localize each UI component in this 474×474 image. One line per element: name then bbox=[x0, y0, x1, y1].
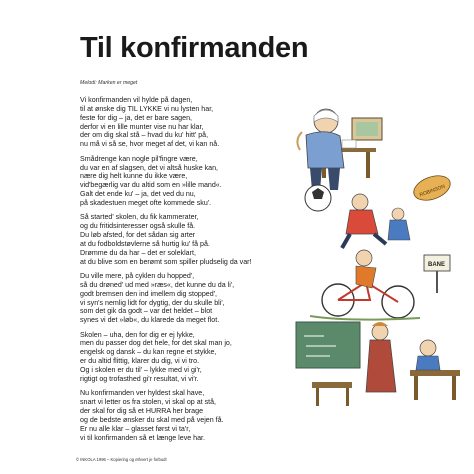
poem-line: Du ville mere, på cyklen du hopped', bbox=[80, 271, 195, 280]
poem-line: og du fritidsinteresser også skulle få. bbox=[80, 222, 196, 231]
poem-line: synes vi det »løb«, du klarede da meget flot. bbox=[80, 316, 220, 325]
poem-line: nære dig helt kunne du ikke være, bbox=[80, 172, 188, 181]
poem-line: vid'begærlig var du altid som en »lille mand«. bbox=[80, 181, 222, 190]
poem-line: Er nu alle klar – glasset først vi ta'r, bbox=[80, 424, 191, 433]
classroom-illustration bbox=[296, 322, 460, 406]
poem-line: du var en af slagsen, det vi altså huske kan, bbox=[80, 163, 219, 172]
poem-line: men du passer dog det hele, for det skal man jo, bbox=[80, 339, 232, 348]
poem-line: rigtigt og trofasthed gi'r resultat, vi vi'r. bbox=[80, 374, 199, 383]
poem-line: der skal for dig så et HURRA her brage bbox=[80, 406, 204, 415]
poem-line: på skadestuen meget ofte kommede sku'. bbox=[80, 198, 212, 207]
poem-line: Skolen – uha, den for dig er ej lykke, bbox=[80, 330, 195, 339]
poem-line: Du løb afsted, for det sådan sig arter bbox=[80, 231, 196, 239]
bicycle-illustration bbox=[310, 250, 450, 320]
poem-line: vi syn's nemlig lidt for dygtig, der du skulle bli', bbox=[80, 298, 225, 307]
poem-line: Drømme du da har – det er soleklart, bbox=[80, 248, 196, 257]
football-illustration bbox=[305, 171, 454, 248]
poem-line: og de bedste ønsker du skal med på vejen få. bbox=[80, 415, 224, 424]
page-title: Til konfirmanden bbox=[80, 32, 309, 64]
poem-line: engelsk og dansk – du kan regne et stykke, bbox=[80, 348, 217, 357]
poem-line: feste for dig – ja, det er bare sagen, bbox=[80, 113, 192, 122]
poem-line: Nu konfirmanden ver hyldest skal have, bbox=[80, 389, 205, 398]
poem-line: Smådrenge kan nogle pil'fingre være, bbox=[80, 154, 198, 163]
poem-line: at du blive som en berømt som spiller pludselig da var! bbox=[80, 257, 252, 266]
poem-line: vi til konfirmanden så et længe leve har. bbox=[80, 433, 205, 442]
poem-line: så du drøned' ud med »ræs«, det kunne du da li', bbox=[80, 280, 235, 289]
copyright-footer: © INKOLA 1996 – Kopiering og ethvert je forbudt bbox=[76, 457, 167, 462]
poem-line: derfor vi en lille munter vise nu har klar, bbox=[80, 122, 204, 131]
poem-line: der om dig skal stå – hvad du ku' hitt' på, bbox=[80, 131, 209, 140]
poem-line: Og i skolen er du til' – lykke med vi gi'r, bbox=[80, 366, 202, 374]
poem-line: nu må vi så se, hvor meget af det, vi kan nå. bbox=[80, 140, 220, 149]
poem-line: Galt det ende ku' – ja, det ved du nu, bbox=[80, 190, 196, 199]
poem-line: snart vi letter os fra stolen, vi skal op at stå, bbox=[80, 398, 217, 407]
poem-line: som det gik da godt – var det heldet – blot bbox=[80, 307, 213, 316]
sign-label: BANE bbox=[428, 262, 446, 268]
poem-line: er du altid flittig, klarer du dig, vi vi tro. bbox=[80, 357, 200, 366]
poem-line: godt bremsen den ind imellem dig stopped', bbox=[80, 289, 218, 298]
melody-note: Melodi: Marken er meget bbox=[80, 80, 138, 86]
poem-line: Så started' skolen, du fik kammerater, bbox=[80, 213, 199, 222]
injured-boy-illustration bbox=[297, 109, 382, 190]
poem-line: til at ønske dig TIL LYKKE vi nu lysten har, bbox=[80, 104, 214, 113]
poem-line: Vi konfirmanden vil hylde på dagen, bbox=[80, 96, 193, 104]
poem-line: at du fodboldstøvlerne så hurtig ku' få på. bbox=[80, 239, 210, 248]
ball-label: ROBINSON bbox=[418, 183, 446, 199]
